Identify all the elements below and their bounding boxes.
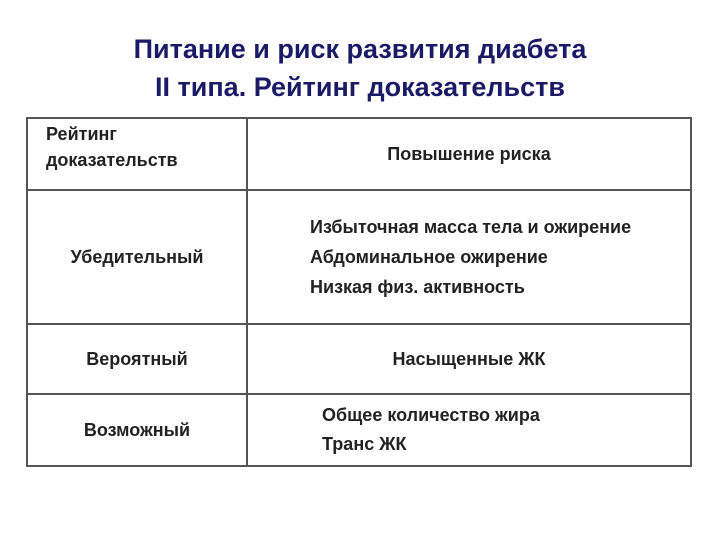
- table-row: [27, 324, 691, 394]
- header-rating-line-1: Рейтинг: [46, 124, 117, 144]
- title-line-2: II типа. Рейтинг доказательств: [155, 72, 565, 102]
- factors-cell: [247, 394, 691, 466]
- factor-item: Низкая физ. активность: [310, 276, 525, 297]
- evidence-table: [26, 117, 692, 467]
- header-rating-cell: [27, 118, 247, 190]
- factor-item: Общее количество жира: [322, 405, 540, 425]
- table-row: [27, 394, 691, 466]
- factor-item: Транс ЖК: [322, 434, 407, 454]
- slide-title: [0, 30, 720, 106]
- rating-cell: Возможный: [27, 394, 247, 466]
- factors-cell: Насыщенные ЖК: [247, 324, 691, 394]
- rating-cell: Вероятный: [27, 324, 247, 394]
- rating-cell: Убедительный: [27, 190, 247, 324]
- table-row: [27, 190, 691, 324]
- title-line-1: Питание и риск развития диабета: [133, 34, 587, 64]
- factors-cell: [247, 190, 691, 324]
- factor-item: Избыточная масса тела и ожирение: [310, 216, 632, 237]
- table-header-row: [27, 118, 691, 190]
- header-rating-line-2: доказательств: [46, 150, 178, 170]
- factor-item: Абдоминальное ожирение: [310, 246, 548, 267]
- header-risk-cell: Повышение риска: [247, 118, 691, 190]
